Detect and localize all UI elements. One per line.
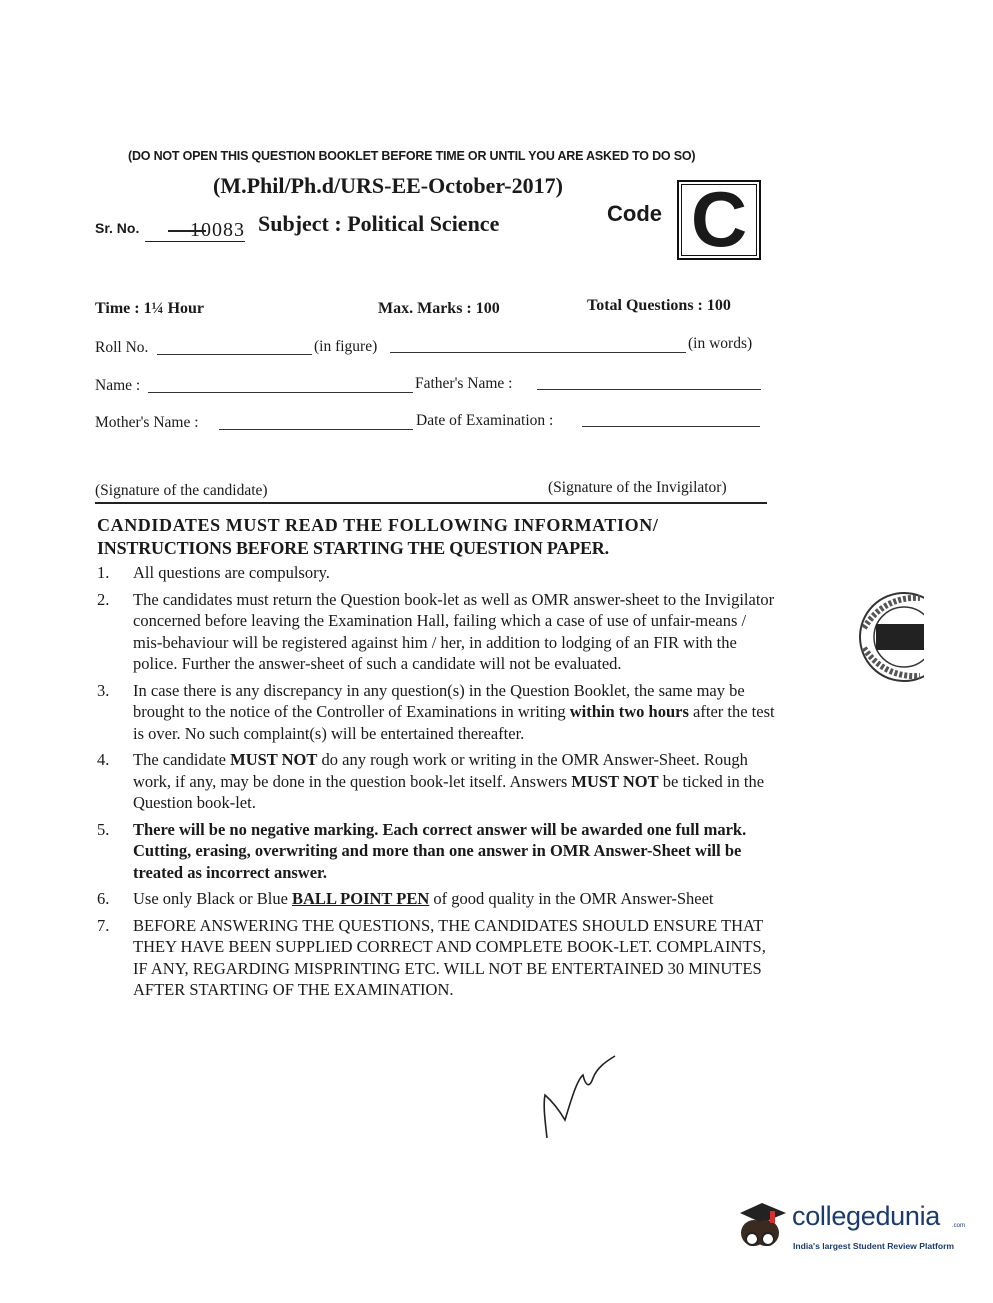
graduate-mascot-icon	[732, 1197, 790, 1255]
instruction-text	[133, 590, 774, 674]
instructions-heading	[97, 514, 658, 560]
in-words-label: (in words)	[688, 335, 753, 352]
booklet-warning: (DO NOT OPEN THIS QUESTION BOOKLET BEFORE TIME OR UNTIL YOU ARE ASKED TO DO SO)	[128, 149, 696, 163]
instruction-text-part: be ticked in the Question book-let.	[133, 771, 765, 812]
instructions-heading-line-2: INSTRUCTIONS BEFORE STARTING THE QUESTION PAPER.	[97, 538, 609, 558]
logo-tagline: India's largest Student Review Platform	[793, 1241, 955, 1251]
instruction-text-part: do any rough work or writing in the OMR Answer-Sheet. Rough work, if any, may be done in the question book-let itself. Answers	[133, 750, 748, 791]
serial-number-value: 10083	[145, 219, 245, 242]
name-label: Name :	[95, 377, 141, 394]
instruction-text-part: The candidate	[133, 750, 231, 769]
instruction-text-part: In case there is any discrepancy in any question(s) in the Question Booklet, the same may be brought to the notice of the Controller of Examinations in writing	[133, 680, 745, 721]
signature-divider	[95, 502, 767, 504]
mothers-name-label: Mother's Name :	[95, 414, 199, 431]
candidate-signature-label: (Signature of the candidate)	[95, 482, 268, 499]
instruction-number: 7.	[97, 915, 110, 935]
logo-brand: collegedunia	[792, 1201, 941, 1231]
instruction-text-part: BEFORE ANSWERING THE QUESTIONS, THE CANDIDATES SHOULD ENSURE THAT THEY HAVE BEEN SUPPLIED CORRECT AND COMPLETE BOOK-LET. COMPLAINTS, IF ANY, REGARDING MISPRINTING ETC. WILL NOT BE ENTERTAINED 30 MINUTES AFTER STARTING OF THE EXAMINATION.	[133, 915, 766, 999]
instruction-number: 3.	[97, 680, 110, 700]
roll-no-words-line[interactable]	[390, 352, 686, 353]
confidential-stamp-icon	[854, 588, 924, 686]
instruction-text-part: There will be no negative marking. Each correct answer will be awarded one full mark. Cutting, erasing, overwriting and more than one answer in OMR Answer-Sheet will be treated as incorrect answer.	[133, 819, 747, 882]
instruction-text-part: All questions are compulsory.	[133, 563, 330, 582]
date-of-exam-label: Date of Examination :	[416, 412, 554, 429]
instruction-item	[97, 680, 775, 745]
serial-number-label: Sr. No.	[95, 220, 140, 236]
exam-title: (M.Phil/Ph.d/URS-EE-October-2017)	[213, 173, 563, 198]
max-marks-info: Max. Marks : 100	[378, 300, 500, 317]
instruction-item	[97, 819, 775, 884]
time-info: Time : 1¼ Hour	[95, 300, 205, 317]
code-letter: C	[690, 175, 748, 263]
instructions-list	[97, 562, 775, 1006]
code-label: Code	[607, 201, 662, 226]
in-figure-label: (in figure)	[314, 338, 378, 355]
instruction-text	[133, 563, 330, 582]
handwritten-signature	[535, 1050, 625, 1142]
subject-title: Subject : Political Science	[258, 211, 500, 236]
instruction-text-part: MUST NOT	[571, 771, 659, 791]
instruction-text	[133, 820, 746, 882]
instruction-text	[133, 889, 714, 908]
invigilator-signature-label: (Signature of the Invigilator)	[548, 479, 727, 496]
instruction-item	[97, 562, 775, 584]
instruction-number: 4.	[97, 750, 110, 769]
instruction-item	[97, 589, 775, 675]
instruction-text	[133, 750, 764, 812]
instruction-number: 2.	[97, 589, 110, 609]
collegedunia-logo	[732, 1197, 966, 1267]
roll-no-label: Roll No.	[95, 339, 149, 356]
instruction-text-part: within two hours	[569, 702, 689, 721]
instruction-text-part: after the test is over. No such complaint(s) will be entertained thereafter.	[133, 702, 775, 743]
instruction-text-part: BALL POINT PEN	[292, 889, 430, 908]
code-box	[677, 175, 761, 263]
name-line[interactable]	[148, 392, 413, 393]
fathers-name-line[interactable]	[537, 389, 761, 390]
fathers-name-label: Father's Name :	[415, 375, 513, 392]
instruction-number: 6.	[97, 889, 110, 908]
instruction-text-part: MUST NOT	[230, 750, 318, 769]
roll-no-figure-line[interactable]	[157, 354, 312, 355]
instruction-text-part: The candidates must return the Question book-let as well as OMR answer-sheet to the Invigilator concerned before leaving the Examination Hall, failing which a case of use of unfair-means / mis-behaviour will be registered against him / her, in addition to lodging of an FIR with the police. Further the answer-sheet of such a candidate will not be evaluated.	[133, 589, 775, 673]
date-of-exam-line[interactable]	[582, 426, 760, 427]
instruction-number: 5.	[97, 819, 110, 839]
instruction-number: 1.	[97, 563, 110, 582]
instruction-item	[97, 749, 775, 814]
instruction-text-part: Use only Black or Blue	[133, 889, 293, 908]
mothers-name-line[interactable]	[219, 429, 413, 430]
instruction-text	[133, 681, 775, 743]
logo-dotcom: .com	[952, 1223, 966, 1229]
instruction-item	[97, 915, 775, 1001]
instruction-text-part: of good quality in the OMR Answer-Sheet	[429, 889, 714, 908]
serial-number-strike	[168, 230, 206, 232]
instruction-text	[133, 916, 766, 1000]
instructions-heading-line-1: CANDIDATES MUST READ THE FOLLOWING INFORMATION/	[97, 515, 659, 535]
instruction-item	[97, 888, 775, 910]
total-questions-info: Total Questions : 100	[587, 297, 731, 314]
